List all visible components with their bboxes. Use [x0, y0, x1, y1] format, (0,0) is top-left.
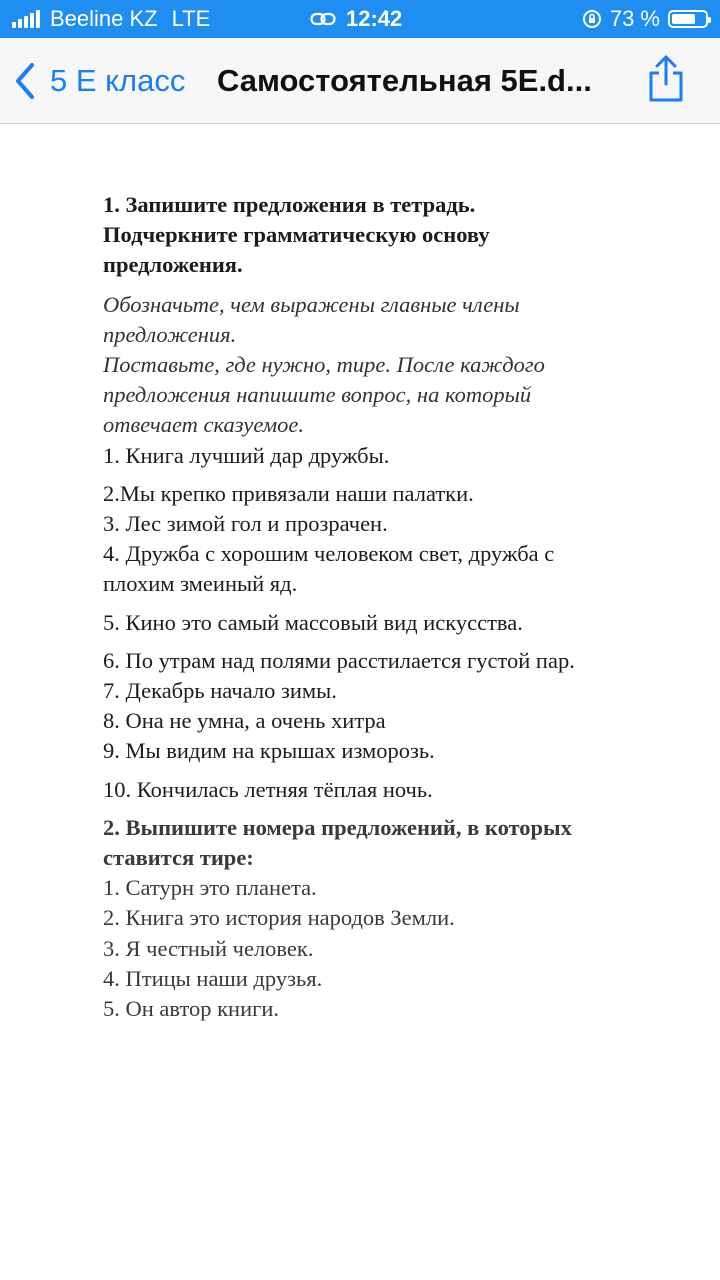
- task2-sentence: 2. Книга это история народов Земли.: [103, 905, 455, 931]
- task2-number: 2.: [103, 814, 120, 840]
- battery-percent: 73 %: [609, 6, 660, 31]
- task2-sentence: 4. Птицы наши друзья.: [103, 965, 323, 991]
- sentence-line: плохим змеиный яд.: [103, 571, 298, 597]
- task2-sentence: 3. Я честный человек.: [103, 935, 314, 961]
- navigation-bar: [0, 38, 720, 124]
- task2-heading-text: Выпишите номера предложений, в которых: [119, 814, 572, 840]
- battery-fill: [672, 14, 695, 24]
- network-type: LTE: [171, 6, 211, 31]
- status-center: [310, 0, 402, 38]
- chevron-left-icon: [14, 62, 36, 100]
- task1-heading-line: Подчеркните грамматическую основу: [103, 222, 490, 248]
- task1-sentences: [103, 441, 648, 805]
- task2-sentence: 1. Сатурн это планета.: [103, 875, 317, 901]
- task1-heading: [103, 190, 648, 281]
- battery-icon: [668, 10, 708, 28]
- task2-sentence: 5. Он автор книги.: [103, 996, 280, 1022]
- sentence-line: 7. Декабрь начало зимы.: [103, 678, 337, 704]
- rotation-lock-icon: [582, 9, 602, 29]
- task1-heading-line: 1. Запишите предложения в тетрадь.: [103, 192, 476, 217]
- status-right: [582, 0, 708, 38]
- sentence-line: 6. По утрам над полями расстилается густой пар.: [103, 647, 575, 673]
- task2-heading-line2: ставится тире:: [103, 845, 254, 871]
- instruction-line: предложения напишите вопрос, на который: [103, 382, 532, 408]
- task1-instructions: [103, 290, 648, 441]
- sentence-line: 10. Кончилась летняя тёплая ночь.: [103, 776, 433, 802]
- sentence-line: 2.Мы крепко привязали наши палатки.: [103, 480, 474, 506]
- sentence-line: 5. Кино это самый массовый вид искусства.: [103, 609, 523, 635]
- share-icon: [646, 54, 686, 104]
- document-title: Самостоятельная 5E.d...: [217, 63, 592, 98]
- task2-block: [103, 813, 648, 1024]
- task1-heading-line: предложения.: [103, 252, 243, 278]
- link-icon: [310, 11, 336, 27]
- clock: 12:42: [346, 6, 403, 31]
- instruction-line: Обозначьте, чем выражены главные члены: [103, 291, 520, 317]
- sentence-line: 9. Мы видим на крышах изморозь.: [103, 738, 435, 764]
- back-button-label: 5 Е класс: [50, 63, 186, 98]
- sentence-line: 3. Лес зимой гол и прозрачен.: [103, 511, 388, 537]
- sentence-line: 4. Дружба с хорошим человеком свет, дружба с: [103, 541, 555, 567]
- sentence-line: 1. Книга лучший дар дружбы.: [103, 442, 390, 468]
- sentence-line: 8. Она не умна, а очень хитра: [103, 708, 386, 734]
- signal-bars-icon: [12, 10, 40, 28]
- instruction-line: отвечает сказуемое.: [103, 412, 304, 438]
- instruction-line: Поставьте, где нужно, тире. После каждого: [103, 352, 545, 378]
- status-bar: [0, 0, 720, 38]
- battery-nub: [708, 17, 711, 23]
- back-button[interactable]: [14, 38, 185, 124]
- document-content: [103, 190, 648, 1024]
- task2-heading: [103, 813, 648, 843]
- carrier-name: Beeline KZ: [50, 6, 158, 31]
- instruction-line: предложения.: [103, 321, 237, 347]
- status-left: [12, 0, 210, 38]
- share-button[interactable]: [646, 54, 686, 104]
